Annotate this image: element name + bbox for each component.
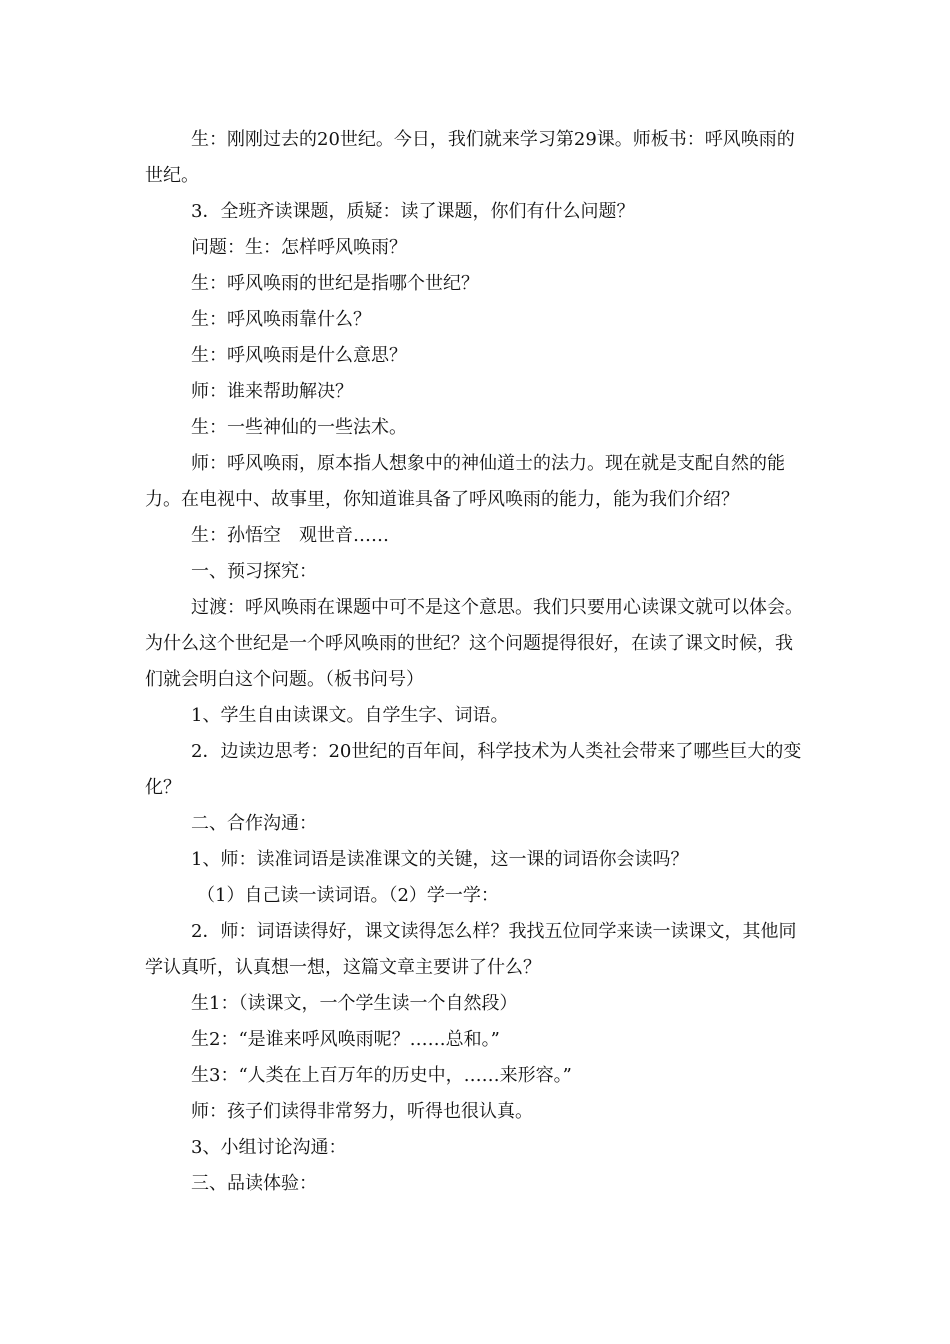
paragraph-23: 3、小组讨论沟通： xyxy=(191,1137,347,1158)
paragraph-5: 生：呼风唤雨靠什么？ xyxy=(191,309,371,330)
paragraph-9: 师：呼风唤雨，原本指人想象中的神仙道士的法力。现在就是支配自然的能力。在电视中、故事里，你知道谁具备了呼风唤雨的能力，能为我们介绍？ xyxy=(145,453,785,510)
section-heading-1: 一、预习探究： xyxy=(191,561,317,582)
section-heading-2: 二、合作沟通： xyxy=(191,813,317,834)
section-heading-3: 三、品读体验： xyxy=(191,1173,317,1194)
paragraph-7: 师：谁来帮助解决？ xyxy=(191,381,353,402)
document-body xyxy=(145,122,807,1202)
paragraph-1: 生：刚刚过去的20世纪。今日，我们就来学习第29课。师板书：呼风唤雨的世纪。 xyxy=(145,129,795,186)
paragraph-3: 问题：生：怎样呼风唤雨？ xyxy=(191,237,407,258)
paragraph-12: 过渡：呼风唤雨在课题中可不是这个意思。我们只要用心读课文就可以体会。为什么这个世纪是一个呼风唤雨的世纪？这个问题提得很好，在读了课文时候，我们就会明白这个问题。（板书问号） xyxy=(145,597,803,690)
paragraph-2: 3．全班齐读课题，质疑：读了课题，你们有什么问题？ xyxy=(191,201,635,222)
paragraph-16: 1、师：读准词语是读准课文的关键，这一课的词语你会读吗？ xyxy=(191,849,689,870)
paragraph-17: （1）自己读一读词语。（2）学一学： xyxy=(197,885,499,906)
paragraph-18: 2．师：词语读得好，课文读得怎么样？我找五位同学来读一读课文，其他同学认真听，认真想一想，这篇文章主要讲了什么？ xyxy=(145,921,797,978)
paragraph-4: 生：呼风唤雨的世纪是指哪个世纪？ xyxy=(191,273,479,294)
paragraph-14: 2．边读边思考：20世纪的百年间，科学技术为人类社会带来了哪些巨大的变化？ xyxy=(145,741,802,798)
paragraph-20: 生2：“是谁来呼风唤雨呢？……总和。” xyxy=(191,1029,500,1050)
paragraph-19: 生1：（读课文，一个学生读一个自然段） xyxy=(191,993,518,1014)
paragraph-21: 生3：“人类在上百万年的历史中，……来形容。” xyxy=(191,1065,572,1086)
paragraph-22: 师：孩子们读得非常努力，听得也很认真。 xyxy=(191,1101,533,1122)
paragraph-10: 生：孙悟空 观世音…… xyxy=(191,525,389,546)
paragraph-8: 生：一些神仙的一些法术。 xyxy=(191,417,407,438)
paragraph-13: 1、学生自由读课文。自学生字、词语。 xyxy=(191,705,509,726)
paragraph-6: 生：呼风唤雨是什么意思？ xyxy=(191,345,407,366)
